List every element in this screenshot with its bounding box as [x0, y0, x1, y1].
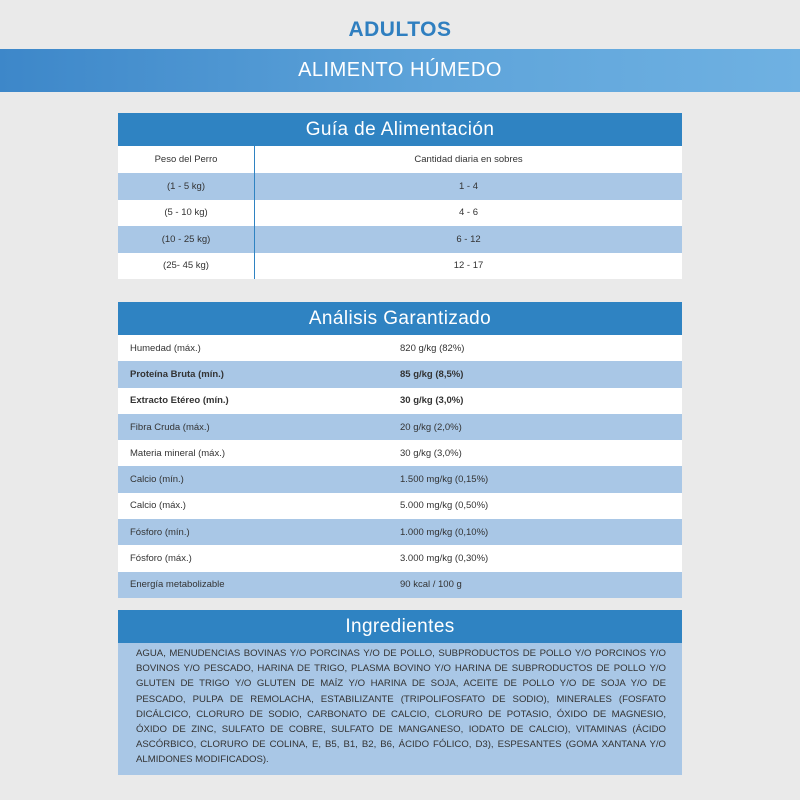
nutrient-value: 30 g/kg (3,0%) [400, 395, 464, 407]
nutrient-name: Energía metabolizable [130, 579, 225, 591]
amount-cell: 1 - 4 [458, 180, 478, 192]
nutrient-value: 1.000 mg/kg (0,10%) [400, 526, 489, 538]
ingredients-section [118, 610, 682, 775]
amount-cell: 6 - 12 [456, 233, 481, 245]
table-row [118, 361, 682, 387]
ingredients-title: Ingredientes [118, 610, 682, 643]
nutrient-name: Calcio (máx.) [130, 500, 186, 512]
table-row [118, 335, 682, 361]
column-header-amount: Cantidad diaria en sobres [414, 154, 523, 165]
nutrient-value: 20 g/kg (2,0%) [400, 421, 462, 433]
guaranteed-analysis-table [118, 302, 682, 598]
feeding-guide-table [118, 113, 682, 279]
table-row [118, 253, 682, 280]
nutrient-value: 1.500 mg/kg (0,15%) [400, 474, 489, 486]
nutrient-name: Proteína Bruta (mín.) [130, 368, 224, 380]
table-row [118, 173, 682, 200]
nutrient-value: 3.000 mg/kg (0,30%) [400, 553, 489, 565]
nutrient-name: Fibra Cruda (máx.) [130, 421, 210, 433]
amount-cell: 4 - 6 [458, 207, 478, 219]
table-row [118, 493, 682, 519]
weight-cell: (10 - 25 kg) [118, 226, 255, 253]
nutrient-value: 90 kcal / 100 g [400, 579, 462, 591]
table-row [118, 440, 682, 466]
nutrient-name: Materia mineral (máx.) [130, 447, 226, 459]
nutrient-value: 5.000 mg/kg (0,50%) [400, 500, 489, 512]
nutrient-value: 820 g/kg (82%) [400, 342, 465, 354]
table-row [118, 226, 682, 253]
table-header-row [118, 146, 682, 173]
nutrient-value: 30 g/kg (3,0%) [400, 447, 462, 459]
table-row [118, 572, 682, 598]
feeding-guide-title: Guía de Alimentación [118, 113, 682, 146]
nutrient-name: Calcio (mín.) [130, 474, 184, 486]
weight-cell: (1 - 5 kg) [118, 173, 255, 200]
column-header-weight: Peso del Perro [118, 146, 255, 173]
analysis-title: Análisis Garantizado [118, 302, 682, 335]
category-banner-label: ALIMENTO HÚMEDO [298, 59, 502, 81]
table-row [118, 200, 682, 227]
table-row [118, 466, 682, 492]
amount-cell: 12 - 17 [453, 260, 484, 272]
page-title: ADULTOS [348, 18, 452, 41]
weight-cell: (5 - 10 kg) [118, 200, 255, 227]
table-row [118, 519, 682, 545]
ingredients-text: AGUA, MENUDENCIAS BOVINAS Y/O PORCINAS Y/O DE POLLO, SUBPRODUCTOS DE POLLO Y/O PORCINOS Y/O BOVINOS Y/O PESCADO, HARINA DE TRIGO, PLASMA BOVINO Y/O HARINA DE SUBPRODUCTOS DE POLLO Y/O GLUTEN DE TRIGO Y/O GLUTEN DE MAÍZ Y/O HARINA DE SOJA, ACEITE DE POLLO Y/O DE SOJA Y/O DE PESCADO, PULPA DE REMOLACHA, ESTABILIZANTE (TRIPOLIFOSFATO DE SODIO), MINERALES (FOSFATO DICÁLCICO, CLORURO DE SODIO, CARBONATO DE CALCIO, CLORURO DE POTASIO, ÓXIDO DE MAGNESIO, ÓXIDO DE ZINC, SULFATO DE COBRE, SULFATO DE MANGANESO, IODATO DE CALCIO), VITAMINAS (ÁCIDO ASCÓRBICO, CLORURO DE COLINA, E, B5, B1, B2, B6, ÁCIDO FÓLICO, D3), ESPESANTES (GOMA XANTANA Y/O ALMIDONES MODIFICADOS). [118, 643, 682, 775]
nutrient-name: Fósforo (mín.) [130, 526, 190, 538]
nutrient-name: Humedad (máx.) [130, 342, 201, 354]
nutrient-name: Fósforo (máx.) [130, 553, 192, 565]
category-banner [0, 49, 800, 92]
nutrient-name: Extracto Etéreo (mín.) [130, 395, 229, 407]
table-row [118, 388, 682, 414]
nutrient-value: 85 g/kg (8,5%) [400, 368, 464, 380]
table-row [118, 545, 682, 571]
weight-cell: (25- 45 kg) [118, 253, 255, 280]
table-row [118, 414, 682, 440]
